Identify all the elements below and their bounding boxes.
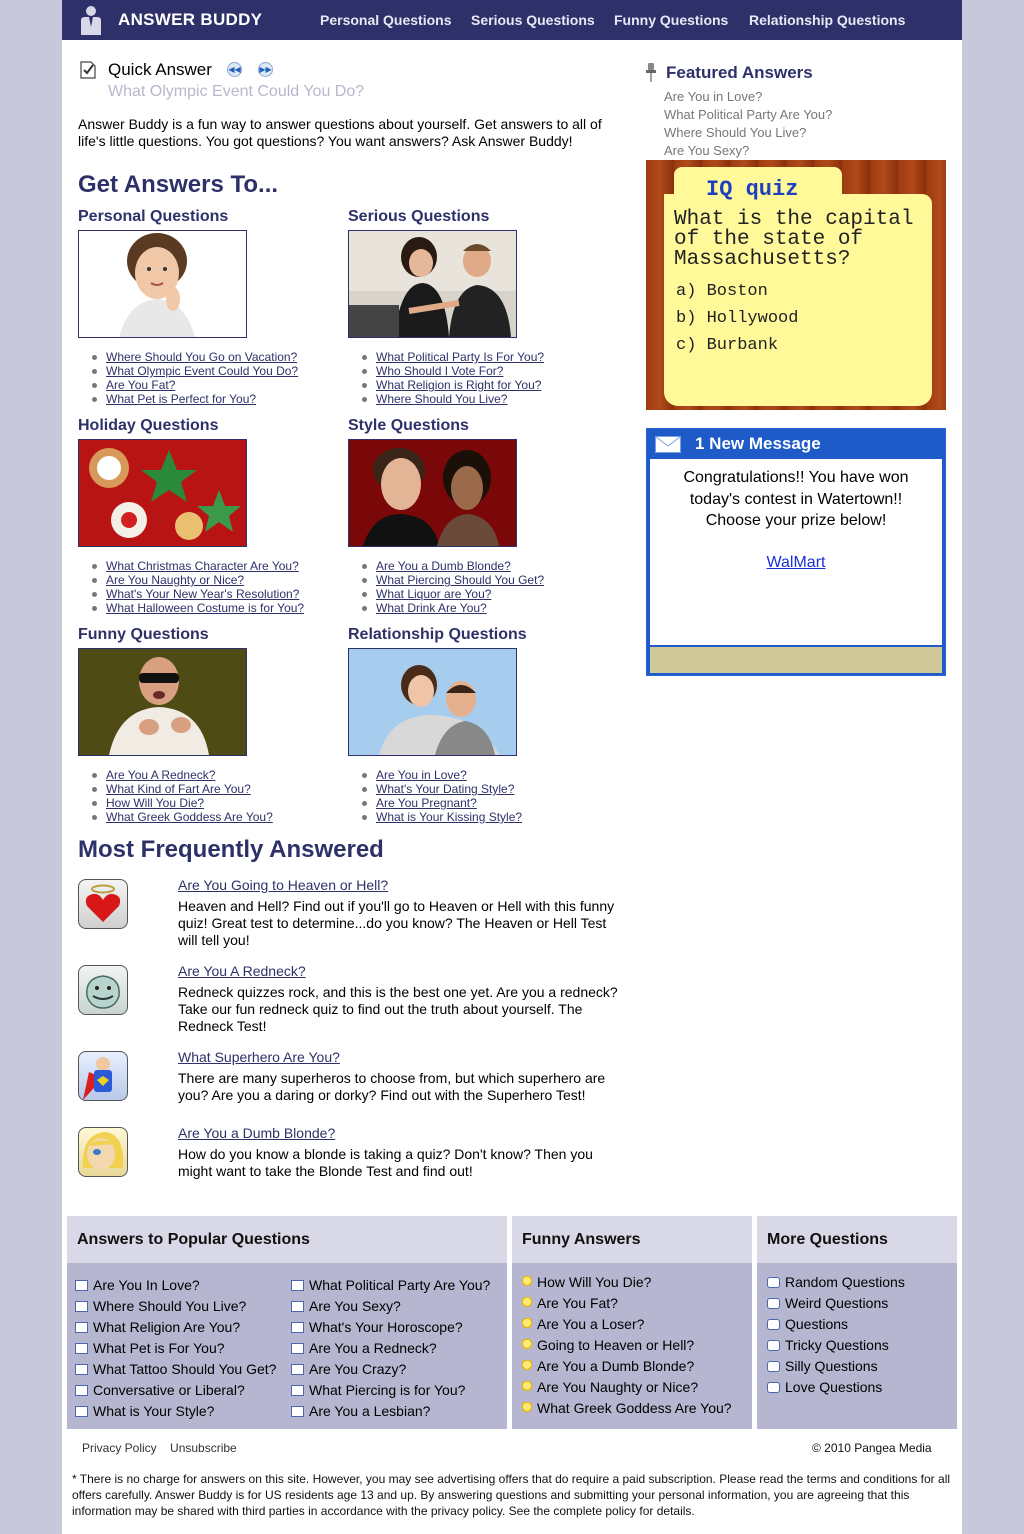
list-item bbox=[362, 350, 608, 364]
list-item bbox=[362, 796, 608, 810]
block-title: More Questions bbox=[767, 1231, 888, 1248]
quiz-description: Heaven and Hell? Find out if you'll go to Heaven or Hell with this funny quiz! Great test to determine...do you know? The Heaven or Hell Test will tell you! bbox=[178, 898, 615, 948]
category-title[interactable]: Style Questions bbox=[348, 417, 469, 434]
footer-link[interactable]: What Tattoo Should You Get? bbox=[93, 1361, 277, 1377]
quiz-link[interactable]: What's Your Dating Style? bbox=[376, 782, 515, 796]
footer-link[interactable]: What Piercing is for You? bbox=[309, 1382, 466, 1398]
list-item bbox=[78, 1049, 618, 1109]
list-item[interactable] bbox=[767, 1293, 905, 1314]
quiz-link[interactable]: Are You a Dumb Blonde? bbox=[376, 559, 511, 573]
message-footer bbox=[650, 647, 942, 673]
quiz-description: Redneck quizzes rock, and this is the best one yet. Are you a redneck? Take our fun redneck quiz to find out the truth about yourself. The Redneck Test! bbox=[178, 984, 618, 1034]
category-title[interactable]: Personal Questions bbox=[78, 208, 229, 225]
category-links bbox=[78, 559, 338, 615]
more-questions-block bbox=[757, 1216, 957, 1429]
copyright: © 2010 Pangea Media bbox=[812, 1441, 932, 1455]
envelope-icon bbox=[291, 1301, 304, 1312]
envelope-icon bbox=[75, 1343, 88, 1354]
iq-quiz-tab bbox=[674, 167, 842, 207]
popular-list-col1 bbox=[75, 1275, 276, 1422]
speech-bubbles-icon bbox=[767, 1340, 780, 1351]
quiz-link[interactable]: What's Your New Year's Resolution? bbox=[106, 587, 300, 601]
category-links bbox=[348, 768, 608, 824]
featured-link[interactable]: Are You Sexy? bbox=[664, 143, 750, 158]
list-item[interactable] bbox=[767, 1377, 905, 1398]
list-item bbox=[92, 559, 338, 573]
list-item[interactable] bbox=[522, 1398, 732, 1419]
list-item[interactable] bbox=[75, 1338, 276, 1359]
site-logo[interactable]: ANSWER BUDDY bbox=[118, 10, 263, 29]
footer-link[interactable]: What Greek Goddess Are You? bbox=[537, 1400, 732, 1416]
list-item bbox=[92, 364, 338, 378]
site-header bbox=[62, 0, 962, 40]
category-relationship bbox=[348, 626, 608, 824]
footer-link[interactable]: Are You a Redneck? bbox=[309, 1340, 437, 1356]
document-check-icon bbox=[78, 60, 98, 80]
quiz-link[interactable]: How Will You Die? bbox=[106, 796, 205, 810]
list-item bbox=[362, 601, 608, 615]
list-item[interactable] bbox=[75, 1380, 276, 1401]
footer-link[interactable]: Are You Naughty or Nice? bbox=[537, 1379, 699, 1395]
list-item[interactable] bbox=[291, 1359, 490, 1380]
nav-funny-questions[interactable]: Funny Questions bbox=[614, 12, 729, 28]
lightbulb-icon bbox=[522, 1297, 532, 1309]
footer-links bbox=[82, 1441, 247, 1455]
quiz-description: There are many superheros to choose from, but which superhero are you? Are you a daring or dorky? Find out with the Superhero Test! bbox=[178, 1070, 606, 1103]
list-item[interactable] bbox=[291, 1317, 490, 1338]
envelope-icon bbox=[655, 436, 681, 453]
list-item[interactable] bbox=[522, 1335, 732, 1356]
page bbox=[62, 0, 962, 1534]
list-item bbox=[362, 573, 608, 587]
quiz-link[interactable]: What Political Party Is For You? bbox=[376, 350, 545, 364]
quiz-link[interactable]: What Piercing Should You Get? bbox=[376, 573, 545, 587]
quiz-link[interactable]: Are You a Dumb Blonde? bbox=[178, 1125, 336, 1141]
footer-link[interactable]: How Will You Die? bbox=[537, 1274, 652, 1290]
footer-link[interactable]: What's Your Horoscope? bbox=[309, 1319, 463, 1335]
block-title: Answers to Popular Questions bbox=[77, 1231, 310, 1248]
next-arrow-icon[interactable]: ▶▶ bbox=[258, 62, 273, 77]
block-header bbox=[757, 1216, 957, 1263]
envelope-icon bbox=[75, 1406, 88, 1417]
list-item[interactable] bbox=[291, 1296, 490, 1317]
quiz-link[interactable]: What Superhero Are You? bbox=[178, 1049, 340, 1065]
list-item bbox=[92, 782, 338, 796]
list-item[interactable] bbox=[291, 1401, 490, 1422]
lightbulb-icon bbox=[522, 1339, 532, 1351]
block-header bbox=[512, 1216, 752, 1263]
intro-text: Answer Buddy is a fun way to answer questions about yourself. Get answers to all of life's little questions. You got questions? You want answers? Ask Answer Buddy! bbox=[78, 116, 602, 149]
featured-link[interactable]: Are You in Love? bbox=[664, 89, 763, 104]
quiz-link[interactable]: What is Your Kissing Style? bbox=[376, 810, 523, 824]
footer-link[interactable]: What Political Party Are You? bbox=[309, 1277, 491, 1293]
list-item[interactable] bbox=[767, 1272, 905, 1293]
footer-link[interactable]: Random Questions bbox=[785, 1274, 905, 1290]
heart-halo-icon[interactable] bbox=[78, 879, 128, 929]
category-holiday bbox=[78, 417, 338, 615]
list-item[interactable] bbox=[767, 1356, 905, 1377]
nav-serious-questions[interactable]: Serious Questions bbox=[471, 12, 595, 28]
footer-link[interactable]: Love Questions bbox=[785, 1379, 883, 1395]
style-questions-image[interactable] bbox=[348, 439, 517, 547]
footer-link[interactable]: Are You In Love? bbox=[93, 1277, 200, 1293]
footer-link[interactable]: Are You a Lesbian? bbox=[309, 1403, 431, 1419]
lightbulb-icon bbox=[522, 1381, 532, 1393]
quiz-description: How do you know a blonde is taking a quiz? Don't know? Then you might want to take the Blonde Test and find out! bbox=[178, 1146, 593, 1179]
list-item bbox=[92, 810, 338, 824]
quiz-link[interactable]: Who Should I Vote For? bbox=[376, 364, 504, 378]
lightbulb-icon bbox=[522, 1276, 532, 1288]
footer-link[interactable]: Weird Questions bbox=[785, 1295, 889, 1311]
category-title[interactable]: Funny Questions bbox=[78, 626, 209, 643]
iq-quiz-question: What is the capital of the state of Massachusetts? bbox=[674, 208, 914, 271]
speech-bubbles-icon bbox=[767, 1382, 780, 1393]
quiz-link[interactable]: What Greek Goddess Are You? bbox=[106, 810, 273, 824]
list-item[interactable] bbox=[75, 1275, 276, 1296]
list-item bbox=[92, 796, 338, 810]
list-item[interactable] bbox=[75, 1359, 276, 1380]
category-links bbox=[348, 350, 608, 406]
list-item bbox=[362, 378, 608, 392]
category-serious bbox=[348, 208, 608, 406]
footer-link[interactable]: Questions bbox=[785, 1316, 849, 1332]
footer-link[interactable]: What Religion Are You? bbox=[93, 1319, 241, 1335]
envelope-icon bbox=[75, 1364, 88, 1375]
funny-questions-image[interactable] bbox=[78, 648, 247, 756]
list-item bbox=[92, 378, 338, 392]
list-item bbox=[92, 392, 338, 406]
quiz-link[interactable]: Are You Pregnant? bbox=[376, 796, 477, 810]
list-item bbox=[362, 559, 608, 573]
footer-link[interactable]: Going to Heaven or Hell? bbox=[537, 1337, 695, 1353]
list-item[interactable] bbox=[291, 1275, 490, 1296]
previous-arrow-icon[interactable]: ◀◀ bbox=[227, 62, 242, 77]
category-funny bbox=[78, 626, 338, 824]
quiz-link[interactable]: Are You Naughty or Nice? bbox=[106, 573, 245, 587]
speech-bubbles-icon bbox=[767, 1361, 780, 1372]
list-item[interactable] bbox=[75, 1401, 276, 1422]
list-item[interactable] bbox=[767, 1335, 905, 1356]
speech-bubbles-icon bbox=[767, 1319, 780, 1330]
quiz-link[interactable]: What Halloween Costume is for You? bbox=[106, 601, 305, 615]
block-title: Funny Answers bbox=[522, 1231, 641, 1248]
category-title[interactable]: Holiday Questions bbox=[78, 417, 219, 434]
list-item bbox=[92, 768, 338, 782]
list-item bbox=[92, 601, 338, 615]
iq-quiz-card bbox=[664, 194, 932, 406]
nav-personal-questions[interactable]: Personal Questions bbox=[320, 12, 452, 28]
quiz-link[interactable]: What Christmas Character Are You? bbox=[106, 559, 299, 573]
quiz-link[interactable]: What Pet is Perfect for You? bbox=[106, 392, 257, 406]
quick-answer-title: Quick Answer bbox=[108, 60, 212, 79]
envelope-icon bbox=[291, 1280, 304, 1291]
serious-questions-image[interactable] bbox=[348, 230, 517, 338]
footer-link[interactable]: Where Should You Live? bbox=[93, 1298, 247, 1314]
more-questions-list bbox=[767, 1272, 905, 1398]
envelope-icon bbox=[291, 1322, 304, 1333]
list-item bbox=[362, 587, 608, 601]
quiz-link[interactable]: What Religion is Right for You? bbox=[376, 378, 542, 392]
popular-list-col2 bbox=[291, 1275, 490, 1422]
privacy-policy-link[interactable]: Privacy Policy bbox=[82, 1441, 157, 1455]
envelope-icon bbox=[291, 1343, 304, 1354]
list-item bbox=[78, 877, 618, 953]
iq-quiz-option[interactable]: a) Boston bbox=[676, 282, 768, 301]
footer-link[interactable]: Are You a Loser? bbox=[537, 1316, 645, 1332]
list-item[interactable] bbox=[767, 1314, 905, 1335]
iq-quiz-tab-label: IQ quiz bbox=[706, 177, 799, 202]
list-item bbox=[362, 364, 608, 378]
list-item[interactable] bbox=[75, 1296, 276, 1317]
iq-quiz-option[interactable]: b) Hollywood bbox=[676, 309, 799, 328]
featured-answers-list bbox=[664, 88, 832, 160]
footer-link[interactable]: Are You a Dumb Blonde? bbox=[537, 1358, 695, 1374]
disclaimer-text: * There is no charge for answers on this site. However, you may see advertising offers that do require a paid subscription. Please read the terms and conditions for all offers carefully. Answer Buddy is for US residents age 13 and up. By answering questions and submitting your personal information, you are agreeing that this information may be shared with third parties in accordance with the privacy policy. See the complete policy for details. bbox=[72, 1472, 951, 1518]
relationship-questions-image[interactable] bbox=[348, 648, 517, 756]
speech-bubbles-icon bbox=[767, 1298, 780, 1309]
footer-link[interactable]: What is Your Style? bbox=[93, 1403, 215, 1419]
featured-link[interactable]: What Political Party Are You? bbox=[664, 107, 833, 122]
prize-link[interactable]: WalMart bbox=[766, 553, 826, 571]
message-header bbox=[647, 429, 945, 459]
category-links bbox=[78, 768, 338, 824]
get-answers-heading: Get Answers To... bbox=[78, 171, 279, 198]
list-item[interactable] bbox=[522, 1293, 732, 1314]
lightbulb-icon bbox=[522, 1318, 532, 1330]
footer-link[interactable]: Conversative or Liberal? bbox=[93, 1382, 245, 1398]
list-item[interactable] bbox=[522, 1272, 732, 1293]
list-item bbox=[362, 810, 608, 824]
unsubscribe-link[interactable]: Unsubscribe bbox=[170, 1441, 237, 1455]
holiday-questions-image[interactable] bbox=[78, 439, 247, 547]
list-item[interactable] bbox=[522, 1377, 732, 1398]
list-item bbox=[78, 963, 618, 1039]
envelope-icon bbox=[75, 1385, 88, 1396]
most-frequent-heading: Most Frequently Answered bbox=[78, 836, 384, 863]
footer-link[interactable]: What Pet is For You? bbox=[93, 1340, 225, 1356]
iq-quiz-option[interactable]: c) Burbank bbox=[676, 336, 779, 355]
message-body bbox=[650, 459, 942, 645]
message-text: Congratulations!! You have won today's contest in Watertown!! Choose your prize below! bbox=[683, 469, 909, 529]
iq-quiz-ad[interactable] bbox=[646, 160, 946, 410]
envelope-icon bbox=[291, 1364, 304, 1375]
quiz-link[interactable]: Are You Fat? bbox=[106, 378, 176, 392]
list-item bbox=[362, 392, 608, 406]
list-item[interactable] bbox=[291, 1380, 490, 1401]
block-header bbox=[67, 1216, 507, 1263]
popular-questions-block bbox=[67, 1216, 507, 1429]
list-item bbox=[362, 768, 608, 782]
quiz-link[interactable]: Where Should You Live? bbox=[376, 392, 508, 406]
nav-relationship-questions[interactable]: Relationship Questions bbox=[749, 12, 906, 28]
featured-answers-title: Featured Answers bbox=[666, 63, 813, 82]
funny-answers-list bbox=[522, 1272, 732, 1419]
list-item[interactable] bbox=[75, 1317, 276, 1338]
envelope-icon bbox=[291, 1406, 304, 1417]
featured-link[interactable]: Where Should You Live? bbox=[664, 125, 807, 140]
category-style bbox=[348, 417, 608, 615]
lightbulb-icon bbox=[522, 1360, 532, 1372]
quiz-link[interactable]: What Liquor are You? bbox=[376, 587, 492, 601]
list-item bbox=[92, 350, 338, 364]
list-item[interactable] bbox=[291, 1338, 490, 1359]
category-personal bbox=[78, 208, 338, 406]
list-item[interactable] bbox=[522, 1314, 732, 1335]
footer-link[interactable]: Tricky Questions bbox=[785, 1337, 889, 1353]
blonde-face-icon[interactable] bbox=[78, 1127, 128, 1177]
list-item bbox=[362, 782, 608, 796]
footer-link[interactable]: Silly Questions bbox=[785, 1358, 878, 1374]
quiz-link[interactable]: What Olympic Event Could You Do? bbox=[106, 364, 299, 378]
category-title[interactable]: Relationship Questions bbox=[348, 626, 527, 643]
footer-link[interactable]: Are You Fat? bbox=[537, 1295, 618, 1311]
envelope-icon bbox=[291, 1385, 304, 1396]
logo-person-icon bbox=[78, 5, 104, 35]
funny-answers-block bbox=[512, 1216, 752, 1429]
footer-link[interactable]: Are You Sexy? bbox=[309, 1298, 401, 1314]
category-title[interactable]: Serious Questions bbox=[348, 208, 490, 225]
superhero-icon[interactable] bbox=[78, 1051, 128, 1101]
quiz-link[interactable]: What Kind of Fart Are You? bbox=[106, 782, 251, 796]
message-title: 1 New Message bbox=[695, 434, 821, 453]
quick-answer-question[interactable]: What Olympic Event Could You Do? bbox=[108, 83, 365, 100]
envelope-icon bbox=[75, 1280, 88, 1291]
footer-link[interactable]: Are You Crazy? bbox=[309, 1361, 407, 1377]
envelope-icon bbox=[75, 1322, 88, 1333]
quiz-link[interactable]: Are You A Redneck? bbox=[106, 768, 216, 782]
pushpin-icon bbox=[646, 62, 656, 82]
category-links bbox=[78, 350, 338, 406]
personal-questions-image[interactable] bbox=[78, 230, 247, 338]
quiz-link[interactable]: Where Should You Go on Vacation? bbox=[106, 350, 298, 364]
quiz-link[interactable]: What Drink Are You? bbox=[376, 601, 487, 615]
speech-bubbles-icon bbox=[767, 1277, 780, 1288]
list-item bbox=[78, 1125, 618, 1185]
list-item bbox=[92, 587, 338, 601]
quiz-link[interactable]: Are You Going to Heaven or Hell? bbox=[178, 877, 389, 893]
envelope-icon bbox=[75, 1301, 88, 1312]
category-links bbox=[348, 559, 608, 615]
redneck-face-icon[interactable] bbox=[78, 965, 128, 1015]
lightbulb-icon bbox=[522, 1402, 532, 1414]
quiz-link[interactable]: Are You A Redneck? bbox=[178, 963, 306, 979]
quiz-link[interactable]: Are You in Love? bbox=[376, 768, 467, 782]
list-item bbox=[92, 573, 338, 587]
new-message-ad[interactable] bbox=[646, 428, 946, 676]
list-item[interactable] bbox=[522, 1356, 732, 1377]
